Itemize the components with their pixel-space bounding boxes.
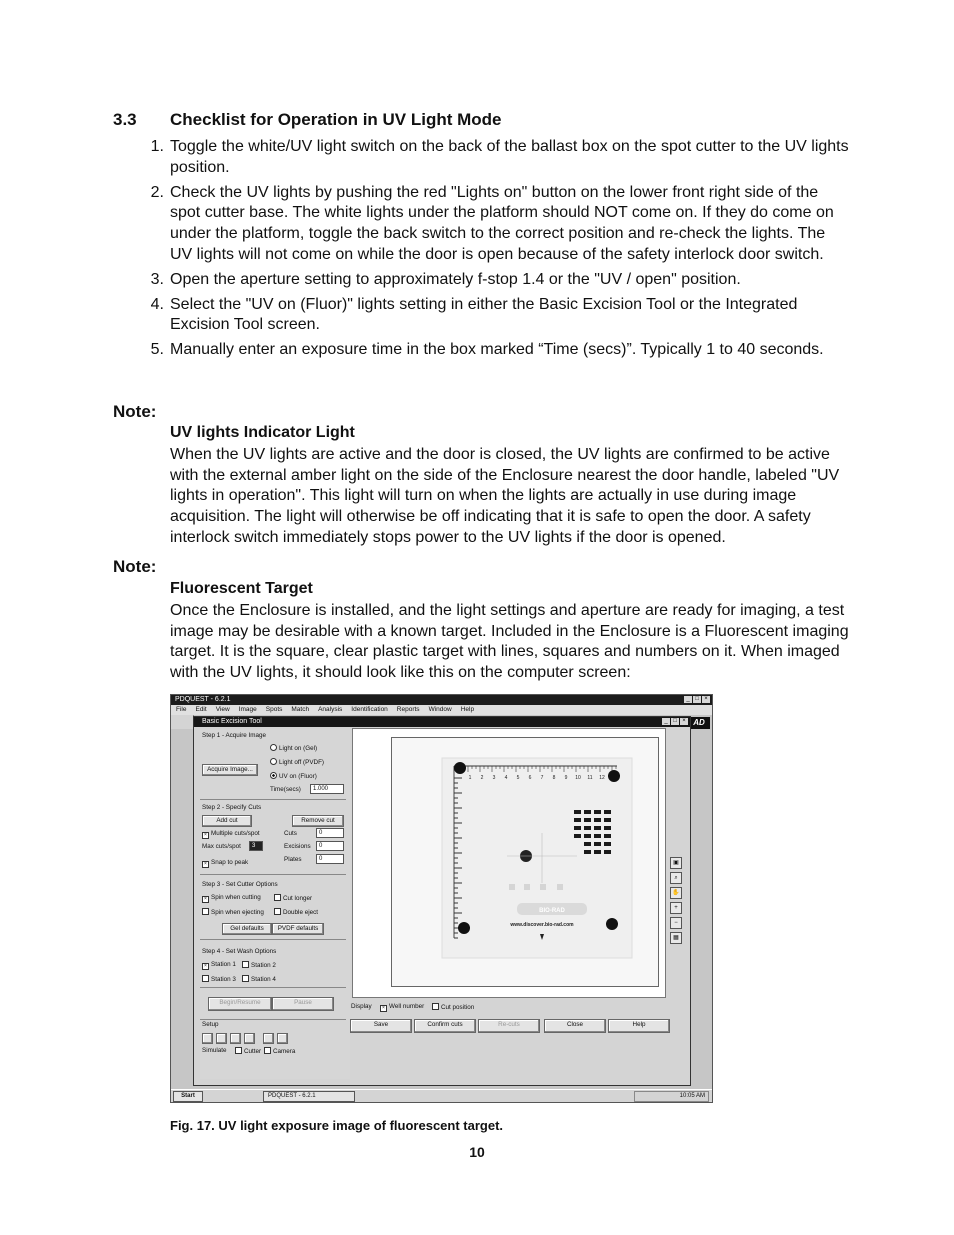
well-number-checkbox[interactable]: × Well number bbox=[380, 1003, 424, 1012]
note-heading: Fluorescent Target bbox=[170, 580, 313, 597]
item-text: Check the UV lights by pushing the red "Lights on" button on the lower front right side of the spot cutter base. The white lights under the platform should NOT come on. If they do come on under the platform, toggle the back switch to the correct position and re-check the lights. The UV lights will not come on while the door is open because of the safety interlock door switch. bbox=[170, 183, 834, 263]
checklist-item bbox=[150, 295, 850, 337]
radio-light-on[interactable]: Light on (Gel) bbox=[270, 744, 317, 752]
taskbar bbox=[171, 1089, 712, 1102]
spin-ejecting-checkbox[interactable]: Spin when ejecting bbox=[202, 908, 264, 916]
excisions-label: Excisions bbox=[284, 843, 311, 850]
cut-position-checkbox[interactable]: Cut position bbox=[432, 1003, 474, 1011]
image-tools bbox=[670, 857, 682, 947]
band bbox=[604, 842, 611, 846]
save-button[interactable]: Save bbox=[350, 1019, 412, 1033]
note-fluorescent-target bbox=[170, 579, 850, 684]
plates-label: Plates bbox=[284, 856, 302, 863]
remove-cut-button[interactable]: Remove cut bbox=[292, 815, 344, 827]
step4-title: Step 4 - Set Wash Options bbox=[202, 948, 277, 955]
ruler-number: 7 bbox=[540, 775, 544, 781]
fiducial-spot bbox=[454, 762, 466, 774]
note-body: When the UV lights are active and the door is closed, the UV lights are confirmed to be active with the external amber light on the side of the Enclosure nearest the door handle, labeled "UV lights in operation". This light will turn on when the lights are actually in use during image acquisition. The light will otherwise be off indicating that it is safe to open the door. A safety interlock switch immediately stops power to the UV lights if the door is opened. bbox=[170, 445, 840, 546]
app-title-bar bbox=[171, 695, 712, 705]
note-label-2: Note: bbox=[113, 557, 157, 576]
menu-item-spots[interactable]: Spots bbox=[265, 706, 283, 713]
app-title: PDQUEST - 6.2.1 bbox=[175, 696, 231, 703]
hand-tool-icon[interactable]: ✋ bbox=[670, 887, 682, 899]
item-number: 1. bbox=[150, 138, 164, 155]
menu-item-edit[interactable]: Edit bbox=[195, 706, 207, 713]
add-cut-button[interactable]: Add cut bbox=[202, 815, 252, 827]
time-input[interactable]: 1.000 bbox=[310, 784, 344, 794]
start-button[interactable]: Start bbox=[173, 1091, 203, 1102]
menu-item-image[interactable]: Image bbox=[238, 706, 257, 713]
band bbox=[594, 810, 601, 814]
magnify-tool-icon[interactable]: ⌕ bbox=[670, 872, 682, 884]
ruler-number: 4 bbox=[504, 775, 508, 781]
light-tool-icon[interactable] bbox=[263, 1033, 274, 1044]
item-text: Open the aperture setting to approximately f-stop 1.4 or the "UV / open" position. bbox=[170, 270, 741, 288]
taskbar-app-button[interactable]: PDQUEST - 6.2.1 bbox=[263, 1091, 355, 1102]
station2-checkbox[interactable]: Station 2 bbox=[242, 961, 276, 969]
checklist-item bbox=[150, 137, 850, 179]
begin-resume-button[interactable]: Begin/Resume bbox=[208, 997, 272, 1011]
close-icon[interactable]: × bbox=[702, 696, 710, 703]
radio-light-off[interactable]: Light off (PVDF) bbox=[270, 758, 324, 766]
station3-checkbox[interactable]: Station 3 bbox=[202, 975, 236, 983]
figure-caption: Fig. 17. UV light exposure image of fluorescent target. bbox=[170, 1118, 504, 1133]
step2-title: Step 2 - Specify Cuts bbox=[202, 804, 262, 811]
ruler-number: 3 bbox=[492, 775, 496, 781]
window-controls bbox=[684, 696, 710, 703]
item-number: 2. bbox=[150, 183, 164, 201]
menu-item-window[interactable]: Window bbox=[428, 706, 452, 713]
checklist-item bbox=[150, 183, 850, 266]
station4-checkbox[interactable]: Station 4 bbox=[242, 975, 276, 983]
acquire-image-button[interactable]: Acquire Image... bbox=[202, 764, 258, 776]
fit-view-icon[interactable]: ▦ bbox=[670, 932, 682, 944]
menu-item-analysis[interactable]: Analysis bbox=[318, 706, 343, 713]
target-image-svg bbox=[392, 738, 658, 986]
note-label-1: Note: bbox=[113, 402, 157, 421]
menu-item-help[interactable]: Help bbox=[460, 706, 475, 713]
simulate-cutter-checkbox[interactable]: Cutter bbox=[235, 1047, 261, 1055]
cut-longer-checkbox[interactable]: Cut longer bbox=[274, 894, 312, 902]
cuts-label: Cuts bbox=[284, 830, 297, 837]
setup-title: Setup bbox=[202, 1021, 219, 1028]
item-text: Toggle the white/UV light switch on the back of the ballast box on the spot cutter to the UV lights position. bbox=[170, 138, 849, 176]
section-title: Checklist for Operation in UV Light Mode bbox=[170, 110, 502, 129]
checkbox-icon bbox=[202, 908, 209, 915]
menu-item-reports[interactable]: Reports bbox=[396, 706, 420, 713]
divider bbox=[200, 799, 346, 800]
step3-title: Step 3 - Set Cutter Options bbox=[202, 881, 278, 888]
ruler-number: 8 bbox=[552, 775, 556, 781]
max-cuts-input[interactable]: 3 bbox=[249, 841, 263, 851]
screenshot-figure bbox=[170, 694, 713, 1103]
pause-button[interactable]: Pause bbox=[272, 997, 334, 1011]
dialog-window-controls bbox=[662, 718, 688, 725]
checkbox-checked-icon: × bbox=[202, 832, 209, 839]
calibrate-tool-icon[interactable] bbox=[216, 1033, 227, 1044]
band bbox=[594, 834, 601, 838]
note-heading: UV lights Indicator Light bbox=[170, 424, 355, 441]
snap-to-peak-checkbox[interactable]: × Snap to peak bbox=[202, 859, 248, 868]
system-clock: 10:05 AM bbox=[634, 1091, 709, 1102]
ruler-number: 10 bbox=[575, 775, 581, 781]
band bbox=[604, 834, 611, 838]
item-number: 5. bbox=[150, 341, 164, 359]
radio-icon-selected bbox=[270, 772, 277, 779]
menu-item-file[interactable]: File bbox=[176, 706, 187, 713]
note-uv-indicator bbox=[170, 423, 850, 549]
checkbox-icon bbox=[242, 961, 249, 968]
band bbox=[604, 818, 611, 822]
band bbox=[594, 842, 601, 846]
display-label: Display bbox=[351, 1003, 372, 1010]
brand-logo: AD bbox=[688, 717, 710, 729]
menu-bar bbox=[171, 705, 712, 715]
ruler-number: 11 bbox=[587, 775, 593, 781]
note-body: Once the Enclosure is installed, and the light settings and aperture are ready for imaging, a test image may be desirable with a known target. Included in the Enclosure is a Fluorescent imaging target. It is the square, clear plastic target with lines, squares and numbers on it. When imaged with the UV lights, it should look like this on the computer screen: bbox=[170, 601, 849, 682]
spin-cutting-checkbox[interactable]: × Spin when cutting bbox=[202, 894, 261, 903]
target-url: www.discover.bio-rad.com bbox=[510, 922, 574, 928]
basic-excision-dialog bbox=[193, 716, 691, 1086]
plate-tool-icon[interactable] bbox=[244, 1033, 255, 1044]
zoom-out-icon[interactable]: − bbox=[670, 917, 682, 929]
band bbox=[584, 850, 591, 854]
select-tool-icon[interactable]: ▣ bbox=[670, 857, 682, 869]
item-text: Manually enter an exposure time in the box marked “Time (secs)”. Typically 1 to 40 seconds. bbox=[170, 341, 824, 359]
band bbox=[594, 850, 601, 854]
image-view[interactable] bbox=[352, 728, 666, 998]
band bbox=[574, 834, 581, 838]
checkbox-icon bbox=[264, 1047, 271, 1054]
band bbox=[584, 842, 591, 846]
time-label: Time(secs) bbox=[270, 786, 301, 793]
ruler-number: 9 bbox=[564, 775, 568, 781]
radio-icon bbox=[270, 758, 277, 765]
band bbox=[594, 826, 601, 830]
fiducial-spot bbox=[608, 770, 620, 782]
multiple-cuts-checkbox[interactable]: × Multiple cuts/spot bbox=[202, 830, 260, 839]
band bbox=[574, 826, 581, 830]
checkbox-icon bbox=[242, 975, 249, 982]
band bbox=[584, 810, 591, 814]
excision-steps-panel bbox=[200, 729, 350, 1079]
minimize-icon[interactable]: _ bbox=[684, 696, 692, 703]
band bbox=[604, 826, 611, 830]
band bbox=[604, 850, 611, 854]
item-number: 3. bbox=[150, 270, 164, 288]
divider bbox=[200, 1019, 346, 1020]
checkbox-icon bbox=[202, 975, 209, 982]
page-number: 10 bbox=[469, 1144, 485, 1160]
ruler-number: 5 bbox=[516, 775, 520, 781]
checkbox-icon bbox=[432, 1003, 439, 1010]
checkbox-checked-icon: × bbox=[202, 861, 209, 868]
zoom-in-icon[interactable]: + bbox=[670, 902, 682, 914]
close-icon[interactable]: × bbox=[680, 718, 688, 725]
section-heading bbox=[113, 110, 502, 130]
station1-checkbox[interactable]: × Station 1 bbox=[202, 961, 236, 970]
band bbox=[584, 818, 591, 822]
simulate-label: Simulate bbox=[202, 1047, 227, 1054]
divider bbox=[200, 987, 346, 988]
divider bbox=[200, 874, 346, 875]
gel-defaults-button[interactable]: Gel defaults bbox=[222, 923, 272, 935]
ruler-number: 6 bbox=[528, 775, 532, 781]
checkbox-icon bbox=[274, 908, 281, 915]
checklist-item bbox=[150, 340, 850, 361]
maximize-icon[interactable]: □ bbox=[671, 718, 679, 725]
cuts-value: 0 bbox=[316, 828, 344, 838]
target-logo: BIO-RAD bbox=[539, 908, 565, 914]
section-number: 3.3 bbox=[113, 110, 137, 129]
menu-item-identification[interactable]: Identification bbox=[351, 706, 388, 713]
setup-tool-buttons bbox=[202, 1033, 288, 1044]
checkbox-icon bbox=[235, 1047, 242, 1054]
item-text: Select the "UV on (Fluor)" lights setting in either the Basic Excision Tool or the Integrated Excision Tool screen. bbox=[170, 295, 798, 334]
menu-item-match[interactable]: Match bbox=[291, 706, 310, 713]
band bbox=[574, 810, 581, 814]
fluorescent-target-image bbox=[391, 737, 659, 987]
band bbox=[604, 810, 611, 814]
checkbox-checked-icon: × bbox=[202, 963, 209, 970]
item-number: 4. bbox=[150, 295, 164, 313]
maximize-icon[interactable]: □ bbox=[693, 696, 701, 703]
ruler-number: 1 bbox=[468, 775, 472, 781]
excisions-value: 0 bbox=[316, 841, 344, 851]
cutter-tool-icon[interactable] bbox=[202, 1033, 213, 1044]
radio-uv-on[interactable]: UV on (Fluor) bbox=[270, 772, 317, 780]
help-button[interactable]: Help bbox=[608, 1019, 670, 1033]
checklist-item bbox=[150, 270, 850, 291]
wash-tool-icon[interactable] bbox=[230, 1033, 241, 1044]
fiducial-spot bbox=[458, 922, 470, 934]
dialog-title-bar bbox=[194, 717, 690, 727]
toolbar bbox=[171, 715, 194, 729]
menu-item-view[interactable]: View bbox=[215, 706, 230, 713]
pvdf-defaults-button[interactable]: PVDF defaults bbox=[272, 923, 324, 935]
re-cuts-button[interactable]: Re-cuts bbox=[478, 1019, 540, 1033]
dialog-title: Basic Excision Tool bbox=[202, 718, 262, 725]
ruler-number: 2 bbox=[480, 775, 484, 781]
checkbox-checked-icon: × bbox=[380, 1005, 387, 1012]
band bbox=[594, 818, 601, 822]
fiducial-spot bbox=[606, 918, 618, 930]
simulate-camera-checkbox[interactable]: Camera bbox=[264, 1047, 295, 1055]
plates-value: 0 bbox=[316, 854, 344, 864]
checkbox-checked-icon: × bbox=[202, 896, 209, 903]
checkbox-icon bbox=[274, 894, 281, 901]
band bbox=[584, 826, 591, 830]
band bbox=[574, 818, 581, 822]
ruler-number: 12 bbox=[599, 775, 605, 781]
double-eject-checkbox[interactable]: Double eject bbox=[274, 908, 318, 916]
camera-tool-icon[interactable] bbox=[277, 1033, 288, 1044]
divider bbox=[200, 939, 346, 940]
close-button[interactable]: Close bbox=[544, 1019, 606, 1033]
max-cuts-label: Max cuts/spot bbox=[202, 843, 241, 850]
radio-icon bbox=[270, 744, 277, 751]
step1-title: Step 1 - Acquire Image bbox=[202, 732, 267, 739]
confirm-cuts-button[interactable]: Confirm cuts bbox=[414, 1019, 476, 1033]
minimize-icon[interactable]: _ bbox=[662, 718, 670, 725]
band bbox=[584, 834, 591, 838]
checklist bbox=[150, 137, 850, 365]
